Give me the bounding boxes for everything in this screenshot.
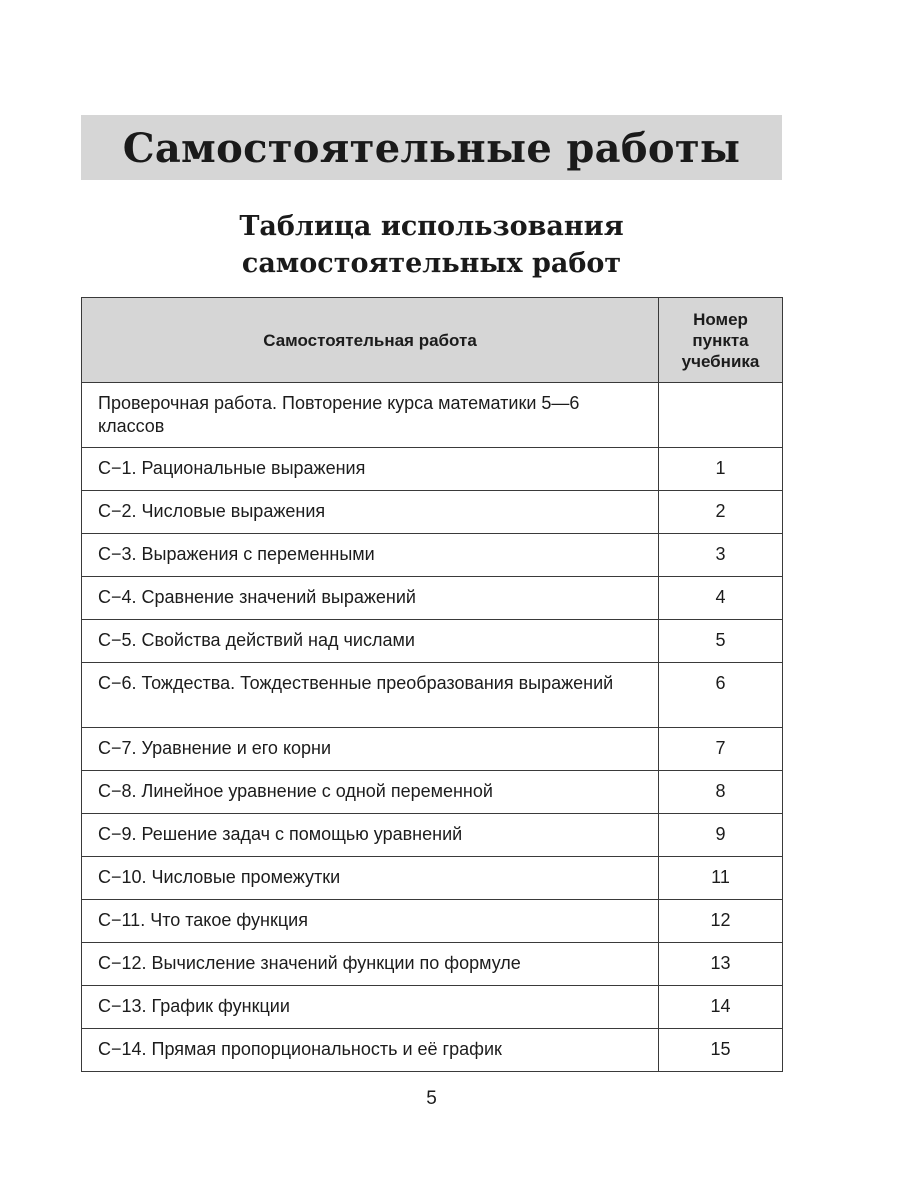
section-number-cell: 6 (659, 663, 783, 728)
chapter-banner (81, 115, 782, 180)
column-header-number-line-1: Номер (693, 309, 748, 329)
work-name-cell: С−4. Сравнение значений выражений (82, 577, 659, 620)
table-heading-line-1: Таблица использования (239, 211, 624, 242)
table-row (82, 448, 783, 491)
work-name-cell: С−11. Что такое функция (82, 900, 659, 943)
table-header-row (82, 298, 783, 383)
table-row (82, 814, 783, 857)
work-name-cell: С−6. Тождества. Тождественные преобразования выражений (82, 663, 659, 728)
section-number-cell: 2 (659, 491, 783, 534)
page-number: 5 (426, 1088, 437, 1109)
column-header-number-line-3: учебника (681, 351, 760, 371)
work-name-cell: С−9. Решение задач с помощью уравнений (82, 814, 659, 857)
work-name-cell: С−3. Выражения с переменными (82, 534, 659, 577)
table-heading (81, 208, 782, 282)
section-number-cell: 12 (659, 900, 783, 943)
column-header-work: Самостоятельная работа (82, 298, 659, 383)
table-row (82, 491, 783, 534)
section-number-cell: 3 (659, 534, 783, 577)
section-number-cell: 9 (659, 814, 783, 857)
chapter-title: Самостоятельные работы (122, 125, 741, 172)
section-number-cell: 11 (659, 857, 783, 900)
table-row (82, 383, 783, 448)
work-name-cell: Проверочная работа. Повторение курса математики 5—6 классов (82, 383, 659, 448)
table-row (82, 620, 783, 663)
section-number-cell: 15 (659, 1029, 783, 1072)
table-row (82, 728, 783, 771)
table-row (82, 1029, 783, 1072)
work-name-cell: С−12. Вычисление значений функции по формуле (82, 943, 659, 986)
work-name-cell: С−2. Числовые выражения (82, 491, 659, 534)
table-row (82, 943, 783, 986)
table-row (82, 986, 783, 1029)
table-row (82, 900, 783, 943)
table-heading-line-2: самостоятельных работ (241, 248, 622, 279)
section-number-cell: 7 (659, 728, 783, 771)
work-name-cell: С−14. Прямая пропорциональность и её график (82, 1029, 659, 1072)
work-name-cell: С−10. Числовые промежутки (82, 857, 659, 900)
column-header-number (659, 298, 783, 383)
table-row (82, 771, 783, 814)
section-number-cell: 13 (659, 943, 783, 986)
section-number-cell: 14 (659, 986, 783, 1029)
section-number-cell: 5 (659, 620, 783, 663)
table-row (82, 534, 783, 577)
section-number-cell: 4 (659, 577, 783, 620)
section-number-cell (659, 383, 783, 448)
work-name-cell: С−7. Уравнение и его корни (82, 728, 659, 771)
section-number-cell: 1 (659, 448, 783, 491)
table-row (82, 857, 783, 900)
work-name-cell: С−5. Свойства действий над числами (82, 620, 659, 663)
table-row (82, 663, 783, 728)
table-row (82, 577, 783, 620)
section-number-cell: 8 (659, 771, 783, 814)
column-header-number-line-2: пункта (692, 330, 749, 350)
work-name-cell: С−1. Рациональные выражения (82, 448, 659, 491)
work-name-cell: С−13. График функции (82, 986, 659, 1029)
work-name-cell: С−8. Линейное уравнение с одной переменной (82, 771, 659, 814)
works-table (81, 297, 783, 1072)
